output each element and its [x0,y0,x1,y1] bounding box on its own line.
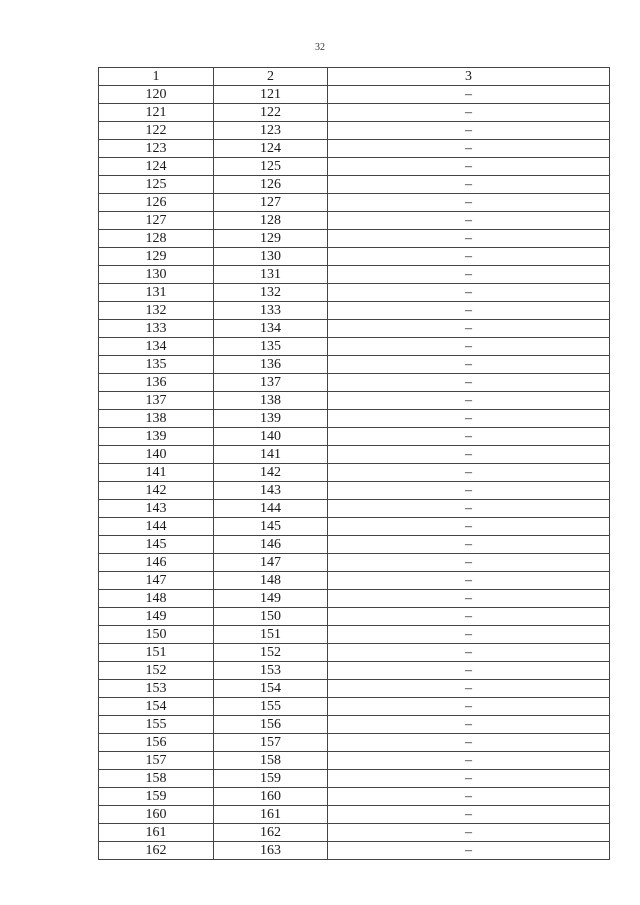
table-cell-col-1: 149 [99,608,214,626]
table-cell-col-1: 131 [99,284,214,302]
table-row [99,554,610,572]
table-cell-col-2: 123 [214,122,328,140]
table-cell-col-3: – [328,374,610,392]
table-row [99,698,610,716]
table-cell-col-1: 121 [99,104,214,122]
table-cell-col-3: – [328,230,610,248]
table-cell-col-2: 155 [214,698,328,716]
table-cell-col-2: 139 [214,410,328,428]
data-table [98,67,610,860]
table-cell-col-2: 160 [214,788,328,806]
table-row [99,86,610,104]
table-cell-col-1: 144 [99,518,214,536]
table-cell-col-3: – [328,662,610,680]
table-cell-col-3: – [328,680,610,698]
table-cell-col-2: 157 [214,734,328,752]
table-cell-col-2: 143 [214,482,328,500]
table-cell-col-1: 158 [99,770,214,788]
table-cell-col-3: – [328,338,610,356]
table-cell-col-1: 123 [99,140,214,158]
table-cell-col-3: – [328,608,610,626]
table-cell-col-2: 122 [214,104,328,122]
table-row [99,734,610,752]
table-cell-col-3: – [328,158,610,176]
table-cell-col-2: 142 [214,464,328,482]
column-header-1: 1 [99,68,214,86]
table-cell-col-2: 131 [214,266,328,284]
table-row [99,302,610,320]
table-row [99,194,610,212]
table-cell-col-1: 140 [99,446,214,464]
table-row [99,500,610,518]
table-cell-col-2: 151 [214,626,328,644]
table-cell-col-1: 147 [99,572,214,590]
table-cell-col-3: – [328,140,610,158]
table-cell-col-3: – [328,824,610,842]
table-cell-col-3: – [328,248,610,266]
table-cell-col-3: – [328,536,610,554]
table-cell-col-3: – [328,644,610,662]
table-cell-col-3: – [328,572,610,590]
table-row [99,590,610,608]
table-cell-col-1: 151 [99,644,214,662]
table-cell-col-1: 135 [99,356,214,374]
table-cell-col-3: – [328,428,610,446]
table-header-row [99,68,610,86]
table-cell-col-3: – [328,554,610,572]
table-cell-col-3: – [328,212,610,230]
table-cell-col-1: 162 [99,842,214,860]
table-row [99,320,610,338]
table-cell-col-1: 128 [99,230,214,248]
table-cell-col-2: 144 [214,500,328,518]
table-row [99,428,610,446]
table-cell-col-3: – [328,716,610,734]
table-body [99,86,610,860]
table-cell-col-1: 130 [99,266,214,284]
table-cell-col-1: 124 [99,158,214,176]
table-cell-col-1: 120 [99,86,214,104]
table-cell-col-1: 132 [99,302,214,320]
table-cell-col-3: – [328,410,610,428]
table-cell-col-3: – [328,464,610,482]
table-cell-col-2: 148 [214,572,328,590]
table-cell-col-2: 152 [214,644,328,662]
table-cell-col-1: 141 [99,464,214,482]
table-row [99,572,610,590]
table-row [99,266,610,284]
table-cell-col-2: 138 [214,392,328,410]
table-cell-col-1: 160 [99,806,214,824]
table-cell-col-2: 132 [214,284,328,302]
table-cell-col-3: – [328,590,610,608]
column-header-3: 3 [328,68,610,86]
table-row [99,104,610,122]
table-cell-col-1: 133 [99,320,214,338]
table-cell-col-3: – [328,320,610,338]
table-cell-col-2: 156 [214,716,328,734]
table-cell-col-3: – [328,104,610,122]
table-cell-col-1: 159 [99,788,214,806]
table-cell-col-1: 138 [99,410,214,428]
table-cell-col-3: – [328,284,610,302]
table-cell-col-1: 157 [99,752,214,770]
table-cell-col-2: 141 [214,446,328,464]
table-cell-col-3: – [328,806,610,824]
table-cell-col-3: – [328,266,610,284]
table-row [99,122,610,140]
table-cell-col-1: 146 [99,554,214,572]
table-cell-col-2: 136 [214,356,328,374]
table-cell-col-1: 153 [99,680,214,698]
table-row [99,788,610,806]
table-cell-col-1: 150 [99,626,214,644]
table-cell-col-1: 129 [99,248,214,266]
table-cell-col-2: 134 [214,320,328,338]
table-cell-col-3: – [328,356,610,374]
table-cell-col-1: 127 [99,212,214,230]
table-cell-col-3: – [328,842,610,860]
table-row [99,680,610,698]
table-row [99,770,610,788]
table-cell-col-1: 143 [99,500,214,518]
table-cell-col-2: 154 [214,680,328,698]
table-row [99,356,610,374]
table-row [99,716,610,734]
table-cell-col-1: 161 [99,824,214,842]
table-cell-col-3: – [328,770,610,788]
table-cell-col-3: – [328,500,610,518]
table-cell-col-2: 161 [214,806,328,824]
table-cell-col-1: 148 [99,590,214,608]
table-row [99,374,610,392]
table-row [99,338,610,356]
table-cell-col-1: 136 [99,374,214,392]
table-row [99,230,610,248]
table-cell-col-2: 124 [214,140,328,158]
table-row [99,644,610,662]
table-row [99,446,610,464]
table-row [99,464,610,482]
table-cell-col-2: 158 [214,752,328,770]
table-row [99,806,610,824]
table-cell-col-3: – [328,752,610,770]
table-cell-col-1: 154 [99,698,214,716]
table-cell-col-3: – [328,734,610,752]
table-row [99,842,610,860]
table-row [99,410,610,428]
table-cell-col-2: 135 [214,338,328,356]
table-cell-col-1: 126 [99,194,214,212]
table-row [99,752,610,770]
table-cell-col-3: – [328,86,610,104]
table-row [99,284,610,302]
table-cell-col-3: – [328,194,610,212]
table-cell-col-1: 122 [99,122,214,140]
table-row [99,824,610,842]
table-row [99,248,610,266]
table-cell-col-2: 133 [214,302,328,320]
table-cell-col-1: 145 [99,536,214,554]
table-row [99,392,610,410]
table-cell-col-2: 125 [214,158,328,176]
table-cell-col-2: 163 [214,842,328,860]
table-cell-col-3: – [328,446,610,464]
table-cell-col-3: – [328,176,610,194]
table-row [99,536,610,554]
table-row [99,608,610,626]
table-cell-col-2: 129 [214,230,328,248]
table-cell-col-2: 159 [214,770,328,788]
table-cell-col-1: 152 [99,662,214,680]
table-cell-col-1: 156 [99,734,214,752]
table-cell-col-2: 137 [214,374,328,392]
table-cell-col-2: 149 [214,590,328,608]
table-cell-col-2: 145 [214,518,328,536]
column-header-2: 2 [214,68,328,86]
table-cell-col-3: – [328,122,610,140]
table-cell-col-2: 162 [214,824,328,842]
table-cell-col-1: 137 [99,392,214,410]
table-cell-col-3: – [328,392,610,410]
table-cell-col-2: 150 [214,608,328,626]
table-cell-col-2: 126 [214,176,328,194]
table-cell-col-2: 153 [214,662,328,680]
table-cell-col-3: – [328,482,610,500]
table-row [99,176,610,194]
table-row [99,212,610,230]
table-cell-col-2: 140 [214,428,328,446]
table-cell-col-3: – [328,302,610,320]
table-cell-col-3: – [328,698,610,716]
table-row [99,626,610,644]
table-row [99,158,610,176]
page-number: 32 [315,42,325,53]
table-row [99,518,610,536]
table-row [99,662,610,680]
table-row [99,140,610,158]
table-cell-col-1: 134 [99,338,214,356]
table-cell-col-1: 125 [99,176,214,194]
table-cell-col-2: 146 [214,536,328,554]
table-cell-col-3: – [328,788,610,806]
table-cell-col-2: 128 [214,212,328,230]
table-cell-col-1: 142 [99,482,214,500]
table-cell-col-1: 139 [99,428,214,446]
table-row [99,482,610,500]
table-cell-col-2: 147 [214,554,328,572]
table-cell-col-3: – [328,626,610,644]
table-cell-col-2: 127 [214,194,328,212]
table-cell-col-2: 121 [214,86,328,104]
table-cell-col-2: 130 [214,248,328,266]
table-cell-col-3: – [328,518,610,536]
table-cell-col-1: 155 [99,716,214,734]
